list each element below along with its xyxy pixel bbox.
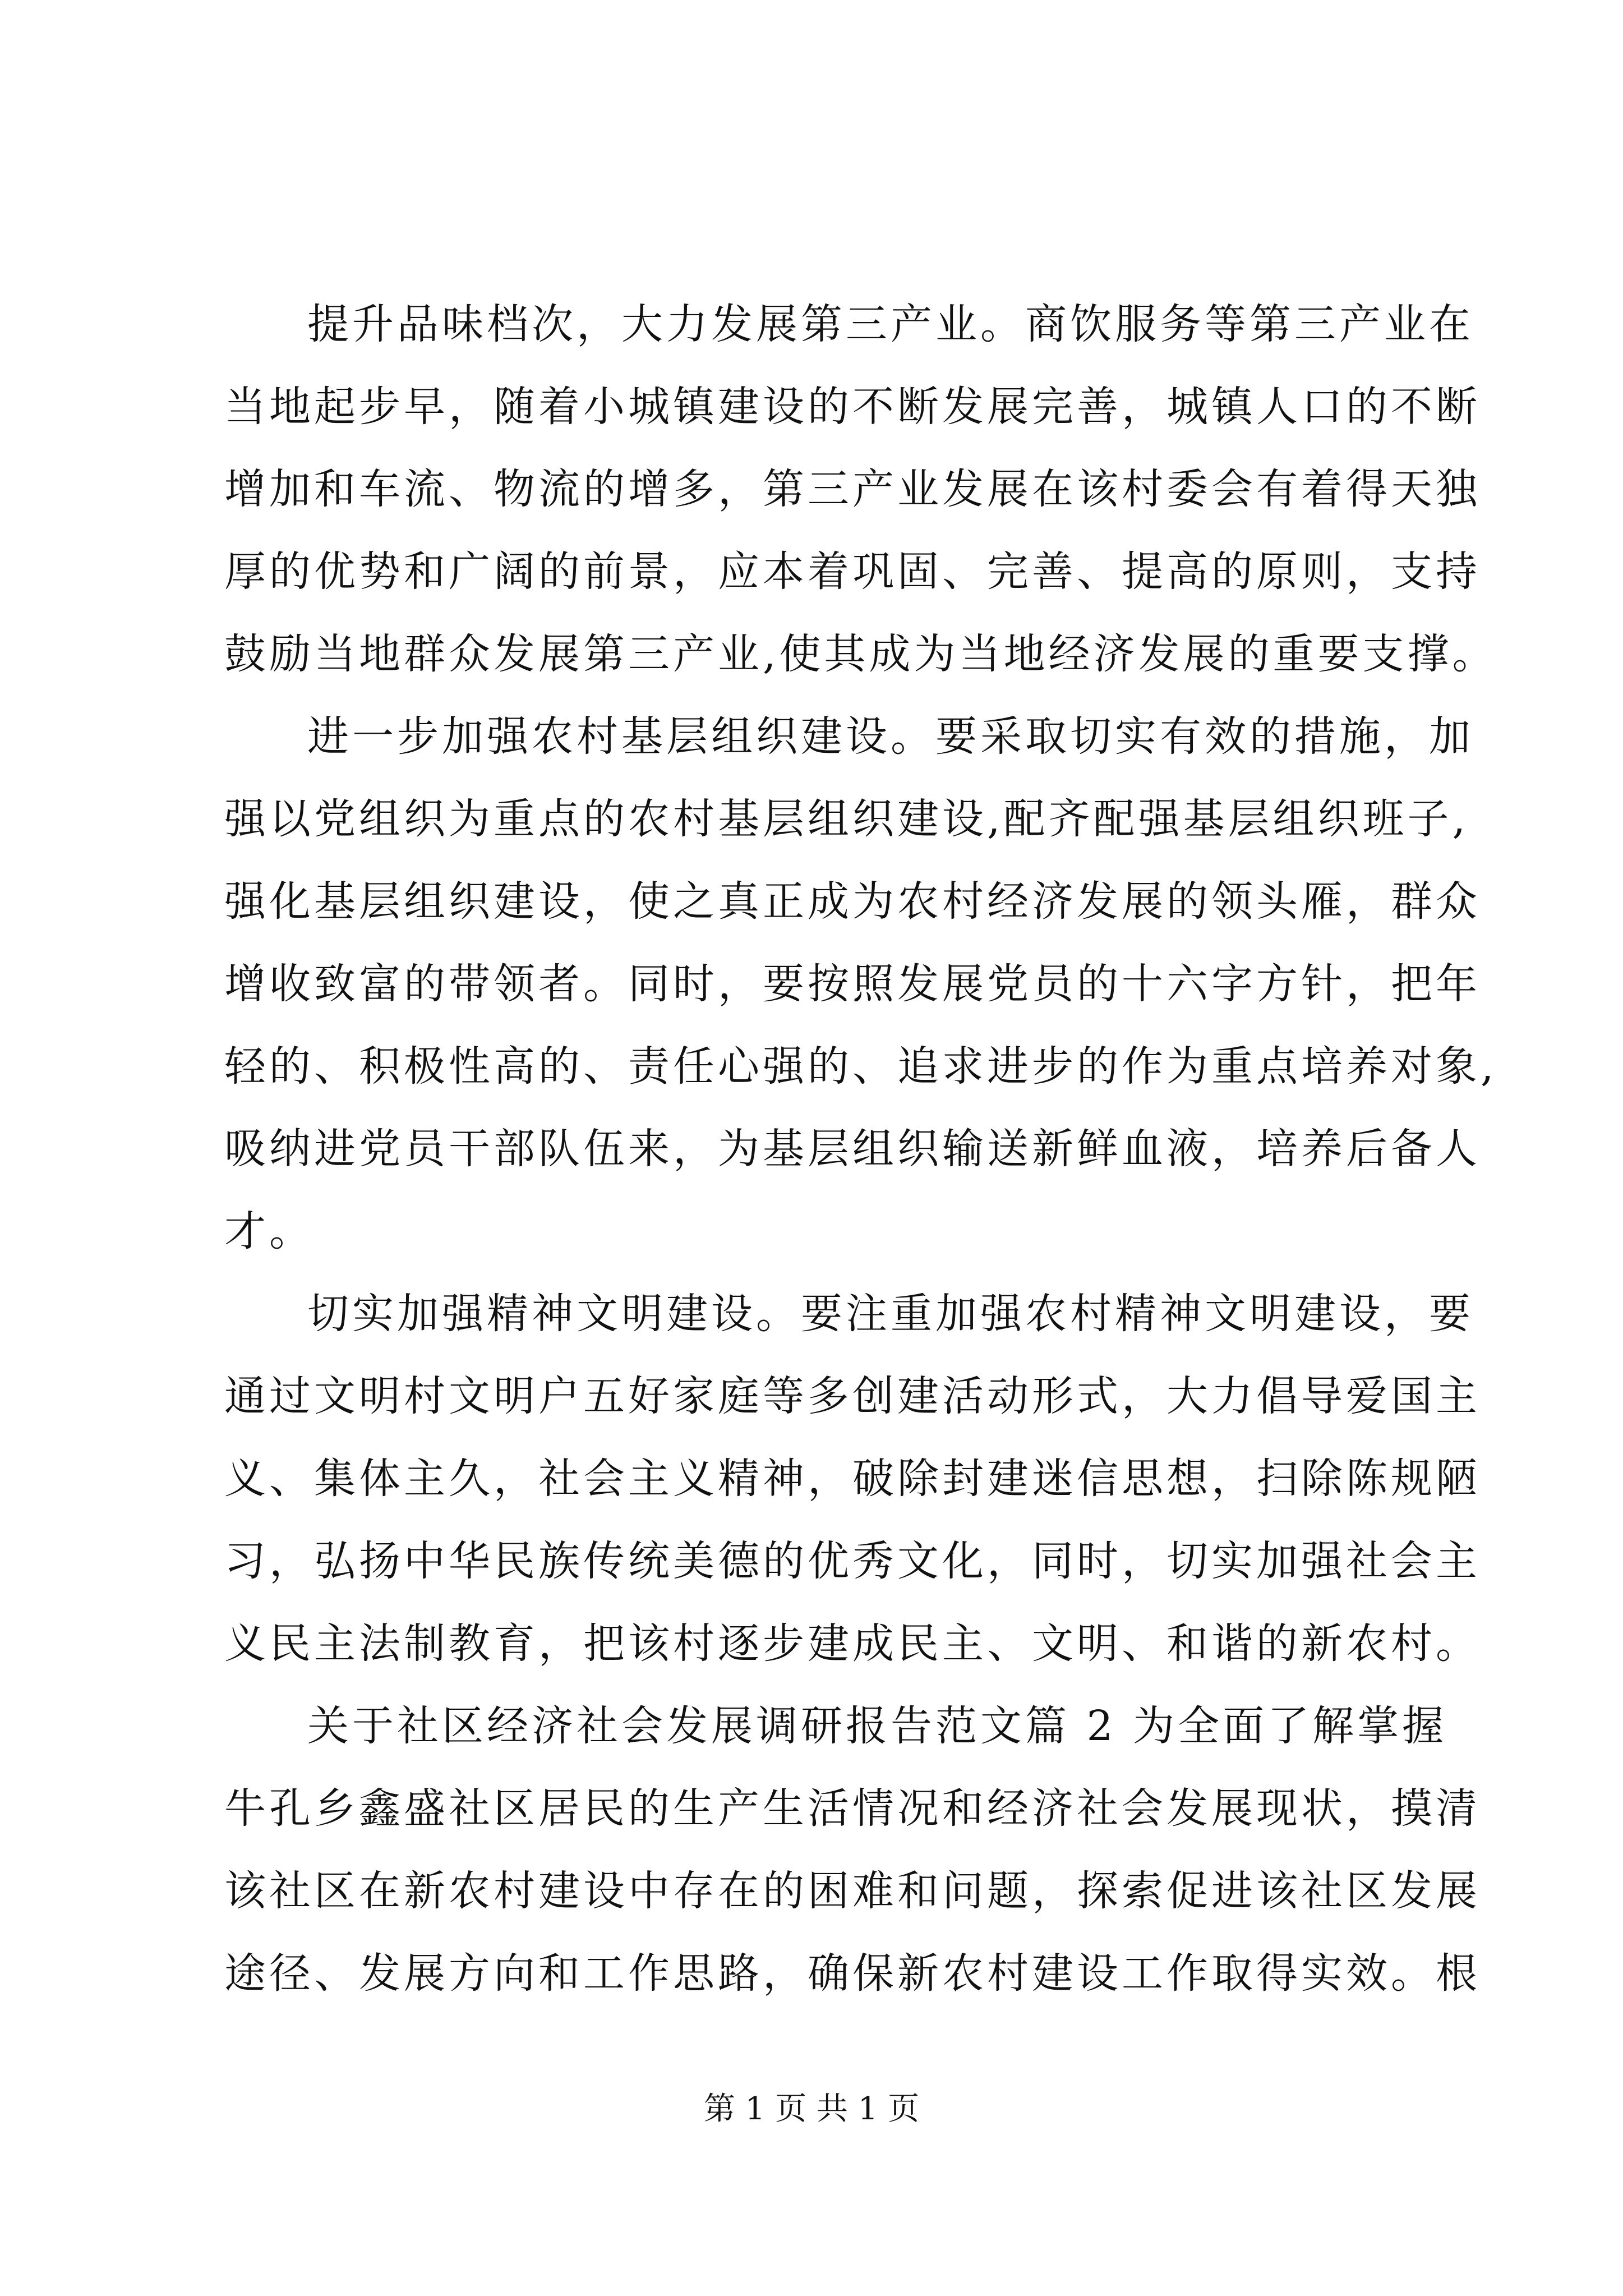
text-line: 习，弘扬中华民族传统美德的优秀文化，同时，切实加强社会主	[224, 1537, 1481, 1585]
text-line: 义、集体主久，社会主义精神，破除封建迷信思想，扫除陈规陋	[224, 1455, 1481, 1503]
text-line: 强以党组织为重点的农村基层组织建设,配齐配强基层组织班子,	[224, 795, 1469, 843]
text-line: 切实加强精神文明建设。要注重加强农村精神文明建设，要	[307, 1290, 1474, 1338]
text-line: 进一步加强农村基层组织建设。要采取切实有效的措施，加	[307, 712, 1474, 761]
document-body	[224, 283, 1497, 2015]
text-line: 途径、发展方向和工作思路，确保新农村建设工作取得实效。根	[224, 1949, 1481, 1998]
text-line: 厚的优势和广阔的前景，应本着巩固、完善、提高的原则，支持	[224, 547, 1481, 596]
text-line: 轻的、积极性高的、责任心强的、追求进步的作为重点培养对象,	[224, 1042, 1497, 1091]
text-line: 义民主法制教育，把该村逐步建成民主、文明、和谐的新农村。	[224, 1619, 1481, 1668]
text-line: 该社区在新农村建设中存在的困难和问题，探索促进该社区发展	[224, 1867, 1481, 1915]
text-line: 鼓励当地群众发展第三产业,使其成为当地经济发展的重要支撑。	[224, 630, 1497, 678]
text-line: 强化基层组织建设，使之真正成为农村经济发展的领头雁，群众	[224, 877, 1481, 926]
text-line: 增收致富的带领者。同时，要按照发展党员的十六字方针，把年	[224, 960, 1481, 1008]
text-line: 牛孔乡鑫盛社区居民的生产生活情况和经济社会发展现状，摸清	[224, 1784, 1481, 1833]
text-line: 当地起步早，随着小城镇建设的不断发展完善，城镇人口的不断	[224, 383, 1481, 431]
text-line: 吸纳进党员干部队伍来，为基层组织输送新鲜血液，培养后备人	[224, 1125, 1481, 1173]
text-line: 提升品味档次，大力发展第三产业。商饮服务等第三产业在	[307, 300, 1474, 348]
text-line: 才。	[224, 1207, 314, 1255]
text-line: 通过文明村文明户五好家庭等多创建活动形式，大力倡导爱国主	[224, 1372, 1481, 1420]
page-number-footer: 第 1 页 共 1 页	[703, 2091, 920, 2127]
text-line: 增加和车流、物流的增多，第三产业发展在该村委会有着得天独	[224, 465, 1481, 513]
text-line: 关于社区经济社会发展调研报告范文篇 2 为全面了解掌握	[307, 1702, 1447, 1750]
